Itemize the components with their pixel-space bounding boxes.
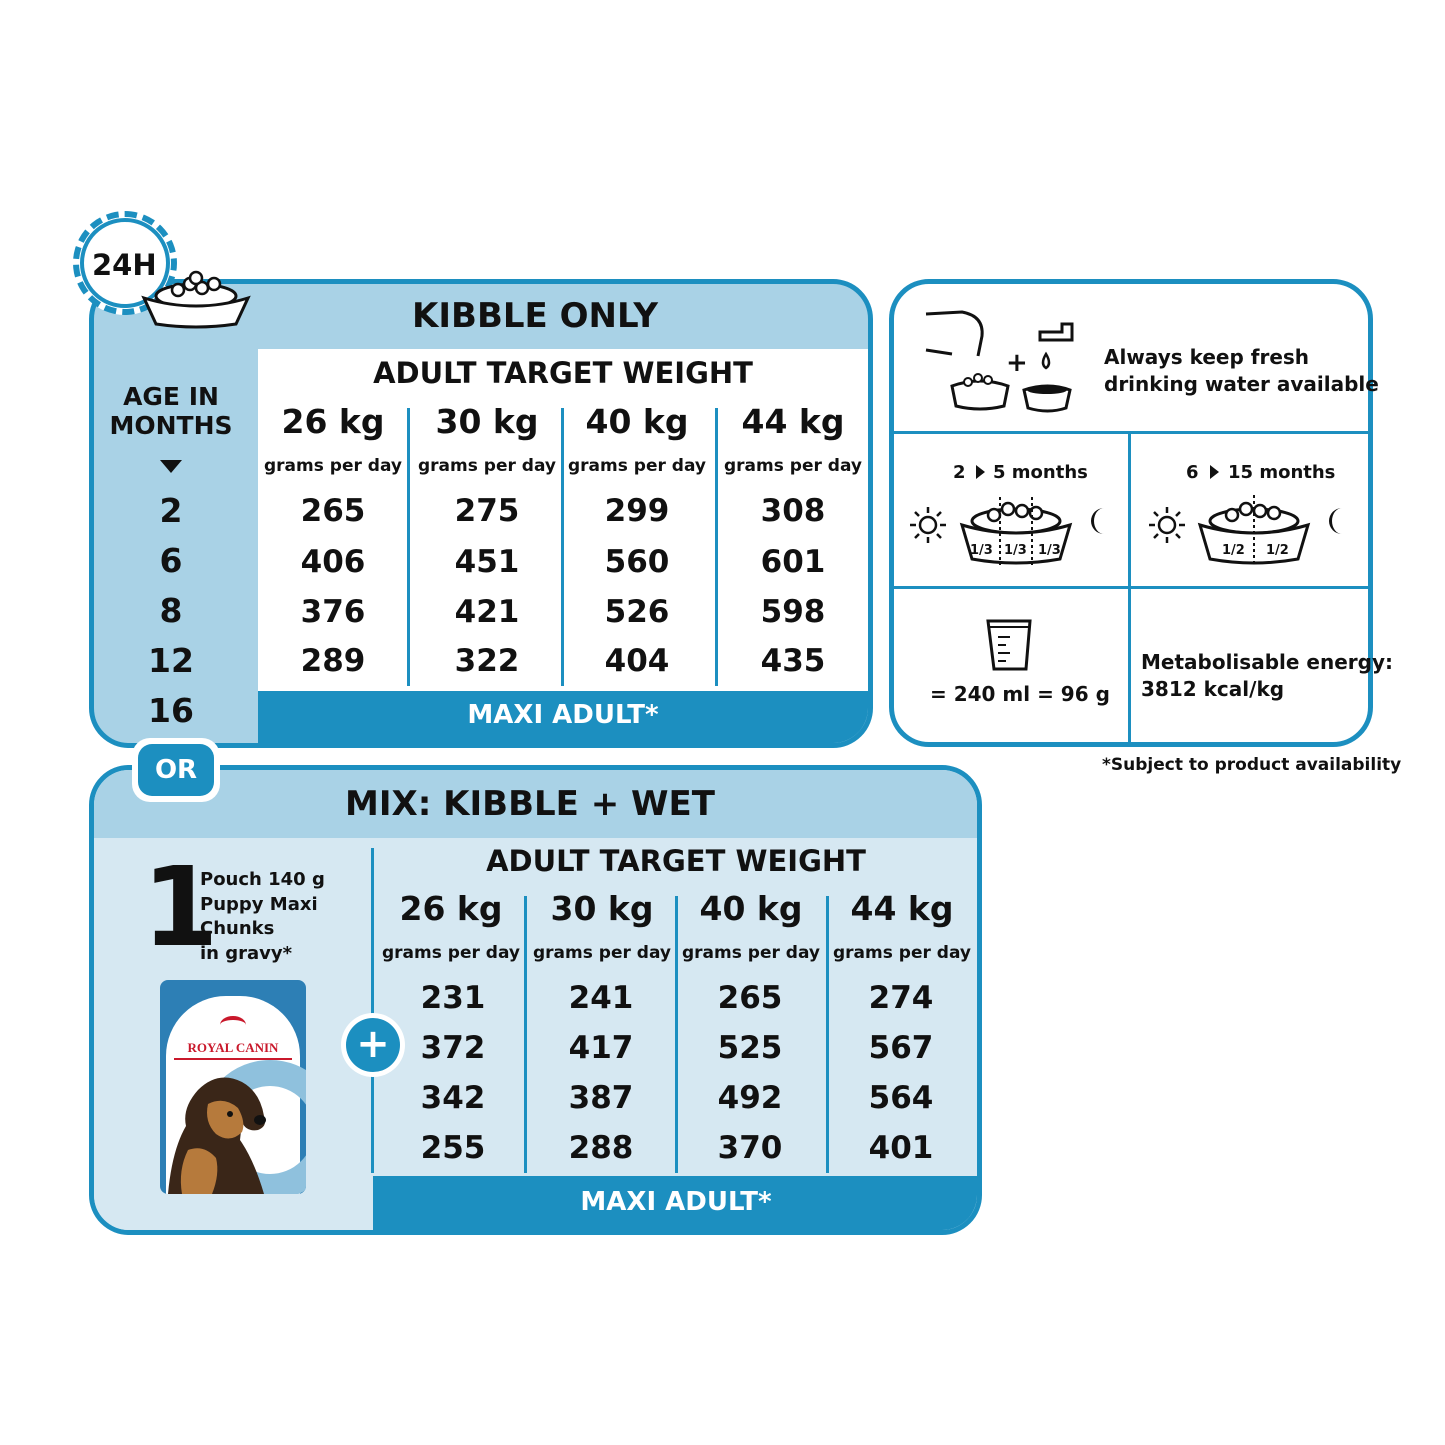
- brand-underline: [174, 1058, 292, 1060]
- mix-unit-2: grams per day: [533, 943, 671, 963]
- mix-cell: 372: [420, 1030, 486, 1066]
- pouch-brand: ROYAL CANIN: [187, 1040, 279, 1055]
- kibble-cell: 560: [604, 544, 670, 580]
- phase1-fraction: 1/3: [1004, 543, 1027, 558]
- phase1-from: 2: [953, 462, 966, 483]
- mix-cell: 274: [868, 980, 934, 1016]
- mix-unit-4: grams per day: [833, 943, 971, 963]
- kibble-weight-40: 40 kg: [585, 402, 689, 441]
- mix-left-divider: [371, 848, 374, 1173]
- kibble-cell: 322: [454, 643, 520, 679]
- moon-icon: [1086, 506, 1112, 536]
- triangle-right-icon: [1210, 465, 1219, 479]
- mix-cell: 525: [717, 1030, 783, 1066]
- kibble-cell: 601: [760, 544, 826, 580]
- puppy-image: [168, 1070, 278, 1194]
- triangle-right-icon: [976, 465, 985, 479]
- pouch-image: [160, 980, 306, 1194]
- kibble-target-title: ADULT TARGET WEIGHT: [373, 356, 753, 390]
- mix-title: MIX: KIBBLE + WET: [345, 784, 715, 824]
- kibble-cell: 406: [300, 544, 366, 580]
- energy-text-1: Metabolisable energy:: [1141, 650, 1393, 674]
- mix-unit-3: grams per day: [682, 943, 820, 963]
- pouch-count: 1: [142, 843, 219, 971]
- energy-text-2: 3812 kcal/kg: [1141, 677, 1285, 701]
- crown-icon: [220, 1016, 246, 1034]
- kibble-unit-4: grams per day: [724, 456, 862, 476]
- kibble-weight-44: 44 kg: [741, 402, 845, 441]
- or-badge: OR: [138, 744, 214, 796]
- kibble-age-8: 8: [159, 591, 183, 630]
- kibble-cell: 308: [760, 493, 826, 529]
- kibble-age-16: 16: [148, 691, 194, 730]
- mix-footer-label: MAXI ADULT*: [580, 1187, 772, 1217]
- sun-icon: [1147, 505, 1187, 545]
- footnote: *Subject to product availability: [1102, 755, 1402, 775]
- kibble-cell: 598: [760, 594, 826, 630]
- badge-24h: 24H: [92, 248, 157, 282]
- mix-cell: 564: [868, 1080, 934, 1116]
- mix-cell: 417: [568, 1030, 634, 1066]
- kibble-cell: 265: [300, 493, 366, 529]
- mix-weight-40: 40 kg: [699, 889, 803, 928]
- mix-weight-26: 26 kg: [399, 889, 503, 928]
- phase2-fraction: 1/2: [1222, 543, 1245, 558]
- mix-cell: 401: [868, 1130, 934, 1166]
- water-text-2: drinking water available: [1104, 372, 1379, 396]
- phase2-fraction: 1/2: [1266, 543, 1289, 558]
- phase1-fraction: 1/3: [970, 543, 993, 558]
- pouch-text-4: in gravy*: [200, 943, 293, 964]
- kibble-age-2: 2: [159, 491, 183, 530]
- food-bowl-icon: [138, 268, 254, 332]
- mix-cell: 567: [868, 1030, 934, 1066]
- mix-cell: 255: [420, 1130, 486, 1166]
- measuring-cup-icon: [986, 617, 1032, 673]
- mix-unit-1: grams per day: [382, 943, 520, 963]
- kibble-age-12: 12: [148, 641, 194, 680]
- info-divider-h2: [892, 586, 1370, 589]
- pouch-text-1: Pouch 140 g: [200, 869, 325, 890]
- cup-measure: = 240 ml = 96 g: [930, 682, 1110, 706]
- mix-cell: 492: [717, 1080, 783, 1116]
- mix-cell: 387: [568, 1080, 634, 1116]
- water-text-1: Always keep fresh: [1104, 345, 1310, 369]
- phase2-to: 15 months: [1228, 462, 1336, 483]
- kibble-footer-label: MAXI ADULT*: [467, 700, 659, 730]
- pouch-text-3: Chunks: [200, 918, 275, 939]
- kibble-cell: 404: [604, 643, 670, 679]
- sun-icon: [908, 505, 948, 545]
- mix-cell: 342: [420, 1080, 486, 1116]
- kibble-cell: 289: [300, 643, 366, 679]
- water-plus: +: [1006, 348, 1028, 378]
- kibble-unit-2: grams per day: [418, 456, 556, 476]
- kibble-age-label-1: AGE IN: [123, 382, 219, 411]
- arrow-down-icon: [160, 460, 182, 473]
- mix-cell: 265: [717, 980, 783, 1016]
- pouch-text-2: Puppy Maxi: [200, 894, 318, 915]
- mix-weight-30: 30 kg: [550, 889, 654, 928]
- kibble-cell: 299: [604, 493, 670, 529]
- mix-weight-44: 44 kg: [850, 889, 954, 928]
- info-divider-h1: [892, 431, 1370, 434]
- plus-icon: +: [346, 1018, 400, 1072]
- kibble-cell: 421: [454, 594, 520, 630]
- water-hand-bowl-icon: [922, 306, 1082, 416]
- phase2-from: 6: [1186, 462, 1199, 483]
- kibble-cell: 376: [300, 594, 366, 630]
- kibble-cell: 451: [454, 544, 520, 580]
- kibble-age-label-2: MONTHS: [109, 411, 233, 440]
- kibble-cell: 435: [760, 643, 826, 679]
- kibble-age-6: 6: [159, 541, 183, 580]
- mix-cell: 288: [568, 1130, 634, 1166]
- mix-cell: 231: [420, 980, 486, 1016]
- kibble-unit-1: grams per day: [264, 456, 402, 476]
- info-divider-v: [1128, 433, 1131, 744]
- kibble-unit-3: grams per day: [568, 456, 706, 476]
- food-bowl-halves-icon: [1196, 495, 1312, 567]
- phase1-fraction: 1/3: [1038, 543, 1061, 558]
- kibble-title: KIBBLE ONLY: [412, 296, 658, 336]
- kibble-weight-26: 26 kg: [281, 402, 385, 441]
- kibble-cell: 526: [604, 594, 670, 630]
- mix-target-title: ADULT TARGET WEIGHT: [486, 844, 866, 878]
- moon-icon: [1324, 506, 1350, 536]
- kibble-weight-30: 30 kg: [435, 402, 539, 441]
- mix-cell: 370: [717, 1130, 783, 1166]
- kibble-cell: 275: [454, 493, 520, 529]
- mix-cell: 241: [568, 980, 634, 1016]
- phase1-to: 5 months: [993, 462, 1088, 483]
